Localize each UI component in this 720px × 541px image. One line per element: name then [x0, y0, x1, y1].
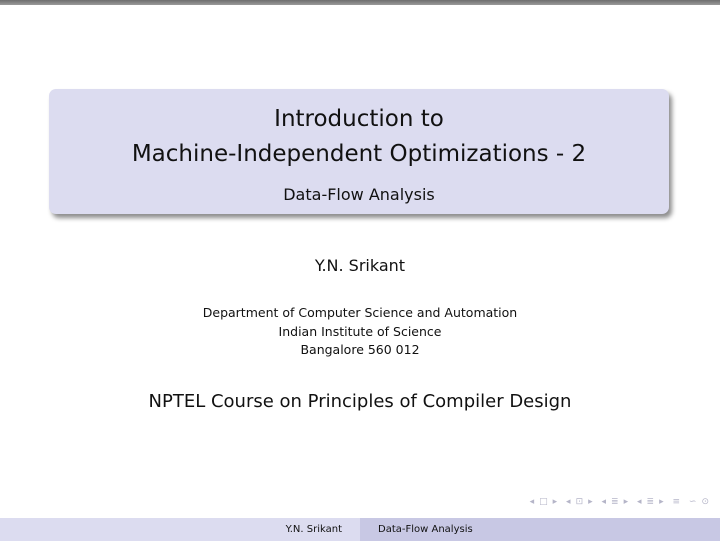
- nav-next-subsection-icon[interactable]: ▸: [588, 497, 594, 507]
- footer-author-panel: [0, 518, 360, 541]
- nav-frame-icon[interactable]: □: [539, 497, 549, 507]
- course-name: NPTEL Course on Principles of Compiler Design: [148, 391, 572, 412]
- institute-department: Department of Computer Science and Automation: [202, 305, 518, 320]
- nav-search-icon[interactable]: ∽: [688, 497, 698, 507]
- footer-author: Y.N. Srikant: [285, 524, 342, 535]
- nav-doc-icon[interactable]: ≣: [646, 497, 656, 507]
- subtitle: Data-Flow Analysis: [283, 185, 435, 204]
- nav-next-doc-icon[interactable]: ▸: [659, 497, 665, 507]
- nav-align-icon[interactable]: ≡: [672, 497, 682, 507]
- author-name: Y.N. Srikant: [314, 256, 406, 275]
- nav-prev-section-icon[interactable]: ◂: [601, 497, 608, 507]
- nav-section-icon[interactable]: ≣: [611, 497, 620, 507]
- nav-subsection-icon[interactable]: ⊡: [575, 497, 585, 507]
- title-block: [49, 89, 669, 214]
- nav-next-icon[interactable]: ▸: [552, 497, 559, 507]
- nav-prev-icon[interactable]: ◂: [529, 497, 536, 507]
- top-rule: [0, 0, 720, 5]
- nav-next-section-icon[interactable]: ▸: [623, 497, 630, 507]
- footer-bar: [0, 518, 720, 541]
- nav-zoom-icon[interactable]: ⊙: [701, 497, 710, 507]
- institute-address: Bangalore 560 012: [300, 342, 420, 357]
- nav-prev-doc-icon[interactable]: ◂: [637, 497, 643, 507]
- institute-block: [0, 304, 720, 360]
- institute-name: Indian Institute of Science: [278, 323, 442, 339]
- footer-title: Data-Flow Analysis: [378, 524, 473, 535]
- footer-title-panel: [360, 518, 720, 541]
- title-line-1: Introduction to: [274, 106, 444, 132]
- nav-prev-subsection-icon[interactable]: ◂: [566, 497, 572, 507]
- beamer-navigation: [526, 497, 710, 507]
- title-line-2: Machine-Independent Optimizations - 2: [131, 141, 587, 167]
